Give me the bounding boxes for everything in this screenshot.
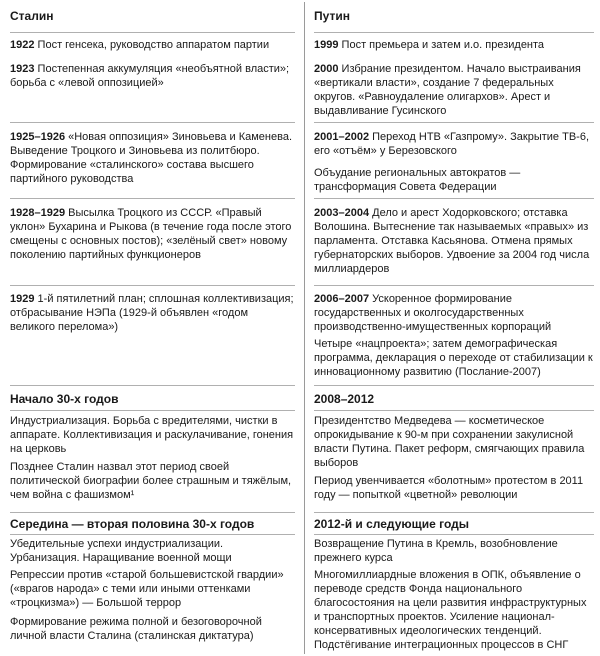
timeline-entry [10, 62, 295, 90]
row-rule [10, 385, 295, 386]
stalin-column-title: Сталин [10, 9, 54, 23]
header-rule [10, 32, 295, 33]
entry-text: Дело и арест Ходорковского; отставка Волошина. Вытеснение так называемых «правых» из парламента. Отставка Касьянова. Отмена прямых губернаторских выборов. Удвоение за 2004 год числа миллиардеров [314, 207, 590, 275]
timeline-entry [10, 38, 295, 52]
entry-text: Пост генсека, руководство аппаратом партии [37, 39, 270, 51]
section-paragraph: Позднее Сталин назвал этот период своей политической биографии более страшным и тяжёлым, чем война с фашизмом¹ [10, 461, 292, 501]
entry-text: Пост премьера и затем и.о. президента [341, 39, 545, 51]
timeline-entry [314, 292, 594, 334]
column-divider [304, 2, 305, 654]
timeline-entry [314, 38, 594, 52]
section-title: 2012-й и следующие годы [314, 517, 469, 531]
timeline-entry [10, 206, 295, 262]
timeline-entry [314, 166, 594, 194]
section-rule [10, 410, 295, 411]
entry-year: 1999 [314, 39, 339, 51]
header-rule [314, 32, 594, 33]
row-rule [10, 512, 295, 513]
section-paragraph: Многомиллиардные вложения в ОПК, объявление о переводе средств Фонда национального благосостояния на цели развития инфраструктурных и транспортных проектов. Усиление национал-консервативных идеологических тенденций. Подстёгивание интеграционных процессов в СНГ [314, 569, 587, 651]
entry-text: Постепенная аккумуляция «необъятной власти»; борьба с «левой оппозицией» [10, 63, 290, 89]
row-rule [10, 122, 295, 123]
section-rule [314, 410, 594, 411]
timeline-entry [10, 292, 295, 334]
timeline-entry [314, 62, 594, 118]
section-paragraph: Период увенчивается «болотным» протестом в 2011 году — попыткой «цветной» революции [314, 475, 584, 501]
entry-year: 2001–2002 [314, 131, 370, 143]
row-rule [10, 198, 295, 199]
row-rule [314, 198, 594, 199]
entry-text: Ускоренное формирование государственных и околгосударственных производственно-имущественных корпораций [314, 293, 552, 333]
section-rule [314, 534, 594, 535]
section-paragraph: Репрессии против «старой большевистской гвардии» («врагов народа» с теми или иными оттенками «троцкизма») — Большой террор [10, 569, 284, 609]
section-paragraph: Президентство Медведева — косметическое опрокидывание к 90-м при сохранении закулисной власти Путина. Пакет реформ, смягчающих правила выборов [314, 415, 585, 469]
entry-year: 2000 [314, 63, 339, 75]
section-paragraph: Возвращение Путина в Кремль, возобновление прежнего курса [314, 538, 558, 564]
entry-year: 1925–1926 [10, 131, 66, 143]
entry-year: 2006–2007 [314, 293, 370, 305]
timeline-entry [10, 130, 295, 186]
entry-year: 1922 [10, 39, 35, 51]
entry-text: 1-й пятилетний план; сплошная коллективизация; отбрасывание НЭПа (1929-й объявлен «годом великого перелома») [10, 293, 294, 333]
timeline-entry [314, 130, 594, 158]
entry-text: Объудание региональных автократов — трансформация Совета Федерации [314, 167, 521, 193]
section-paragraph: Индустриализация. Борьба с вредителями, чистки в аппарате. Коллективизация и раскулачивание, гонения на церковь [10, 415, 294, 455]
entry-text: Высылка Троцкого из СССР. «Правый уклон» Бухарина и Рыкова (в течение года после этого смещены с основных постов); «зелёный свет» новому поколению партийных функционеров [10, 207, 292, 261]
timeline-entry [314, 206, 594, 276]
section-title: Середина — вторая половина 30-х годов [10, 517, 255, 531]
timeline-entry [314, 337, 594, 379]
section-title: 2008–2012 [314, 392, 375, 406]
entry-text: «Новая оппозиция» Зиновьева и Каменева. Выведение Троцкого и Зиновьева из политбюро. Формирование «сталинского» состава высшего партийного руководства [10, 131, 293, 185]
putin-column-title: Путин [314, 9, 350, 23]
entry-text: Четыре «нацпроекта»; затем демографическая программа, декларация о переходе от стабилизации к инновационному развитию (Послание-2007) [314, 338, 593, 378]
section-title: Начало 30-х годов [10, 392, 119, 406]
row-rule [314, 512, 594, 513]
section-rule [10, 534, 295, 535]
row-rule [314, 285, 594, 286]
row-rule [10, 285, 295, 286]
entry-year: 1923 [10, 63, 35, 75]
entry-year: 2003–2004 [314, 207, 370, 219]
entry-year: 1929 [10, 293, 35, 305]
row-rule [314, 122, 594, 123]
section-paragraph: Убедительные успехи индустриализации. Урбанизация. Наращивание военной мощи [10, 538, 232, 564]
section-paragraph: Формирование режима полной и безоговорочной личной власти Сталина (сталинская диктатура) [10, 616, 262, 642]
row-rule [314, 385, 594, 386]
entry-text: Избрание президентом. Начало выстраивания «вертикали власти», создание 7 федеральных округов. «Равноудаление олигархов». Арест и выдавливание Гусинского [314, 63, 581, 117]
entry-text: Переход НТВ «Газпрому». Закрытие ТВ-6, его «отъём» у Березовского [314, 131, 589, 157]
entry-year: 1928–1929 [10, 207, 66, 219]
